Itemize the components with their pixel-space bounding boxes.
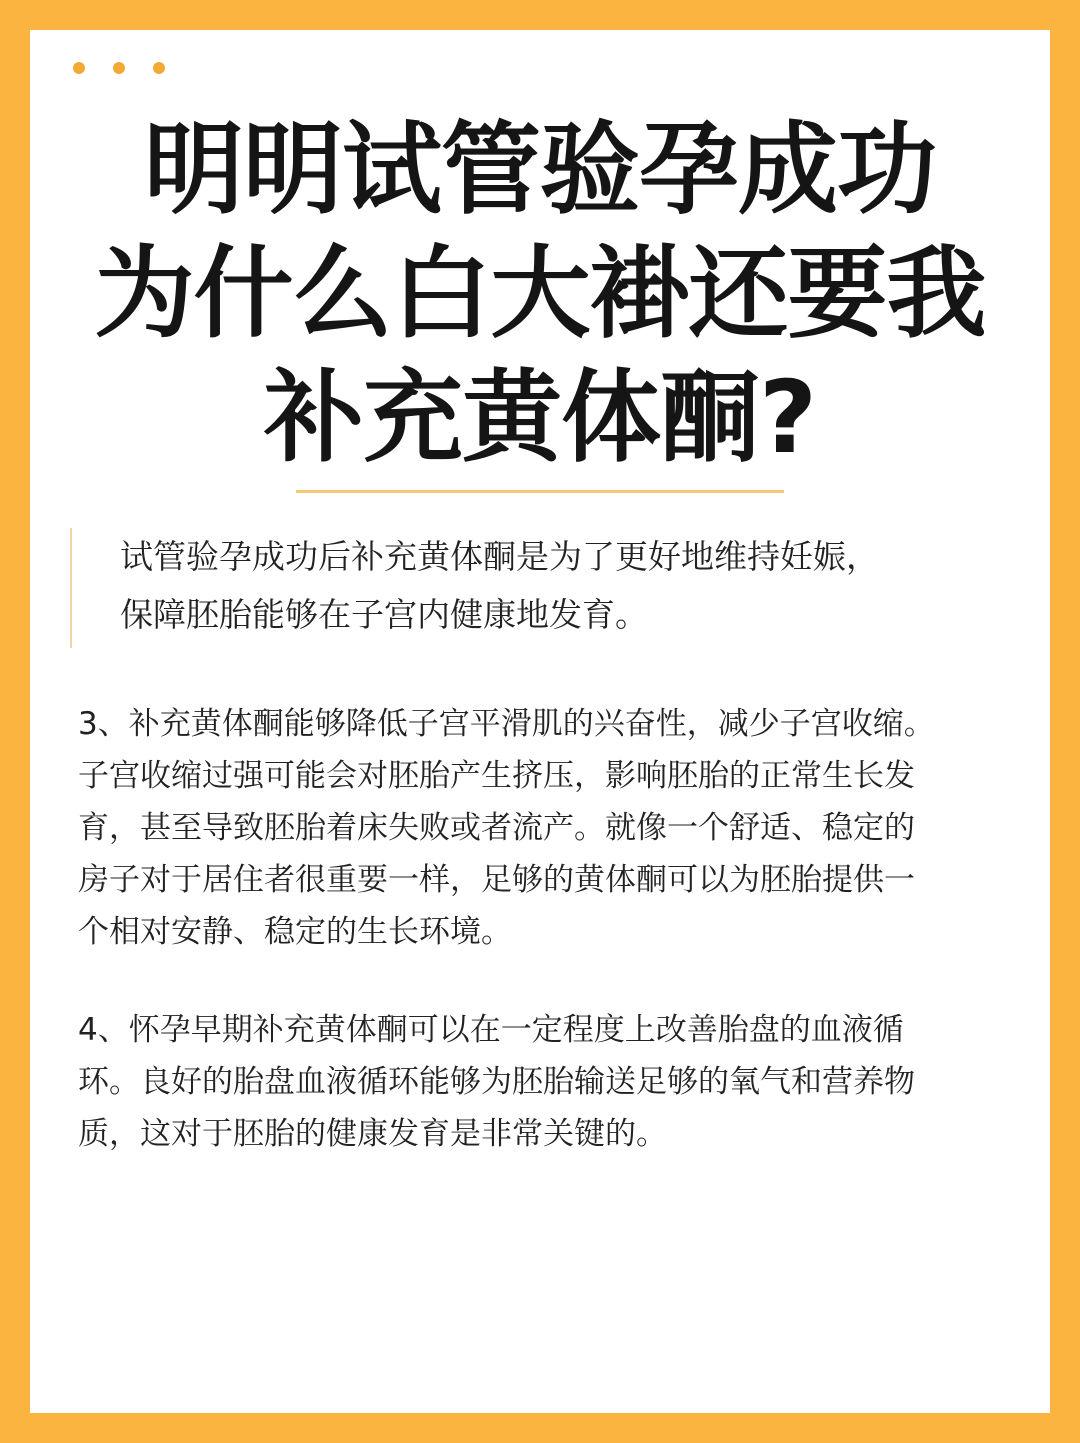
dot-icon: [113, 62, 125, 74]
point-4-paragraph: [78, 1004, 1028, 1160]
point-4-line: 质，这对于胚胎的健康发育是非常关键的。: [78, 1116, 667, 1152]
intro-quote: [70, 528, 1010, 648]
point-4-line: 4、怀孕早期补充黄体酮可以在一定程度上改善胎盘的血液循: [78, 1012, 904, 1048]
dot-icon: [153, 62, 165, 74]
title-divider: [296, 490, 784, 493]
point-3-line: 子宫收缩过强可能会对胚胎产生挤压，影响胚胎的正常生长发: [78, 758, 915, 794]
point-3-line: 育，甚至导致胚胎着床失败或者流产。就像一个舒适、稳定的: [78, 810, 915, 846]
point-3-line: 个相对安静、稳定的生长环境。: [78, 914, 512, 950]
intro-line-2: 保障胚胎能够在子宫内健康地发育。: [120, 595, 648, 634]
page-title: [40, 108, 1040, 480]
point-3-line: 房子对于居住者很重要一样，足够的黄体酮可以为胚胎提供一: [78, 862, 915, 898]
title-line-1: 明明试管验孕成功: [144, 111, 936, 228]
point-3-paragraph: [78, 698, 1028, 958]
dot-icon: [73, 62, 85, 74]
title-line-2: 为什么白大褂还要我: [94, 235, 986, 352]
point-3-line: 3、补充黄体酮能够降低子宫平滑肌的兴奋性，减少子宫收缩。: [78, 706, 935, 742]
intro-line-1: 试管验孕成功后补充黄体酮是为了更好地维持妊娠，: [120, 537, 879, 576]
title-line-3: 补充黄体酮?: [263, 359, 816, 476]
window-dots: [73, 62, 165, 74]
point-4-line: 环。良好的胎盘血液循环能够为胚胎输送足够的氧气和营养物: [78, 1064, 915, 1100]
